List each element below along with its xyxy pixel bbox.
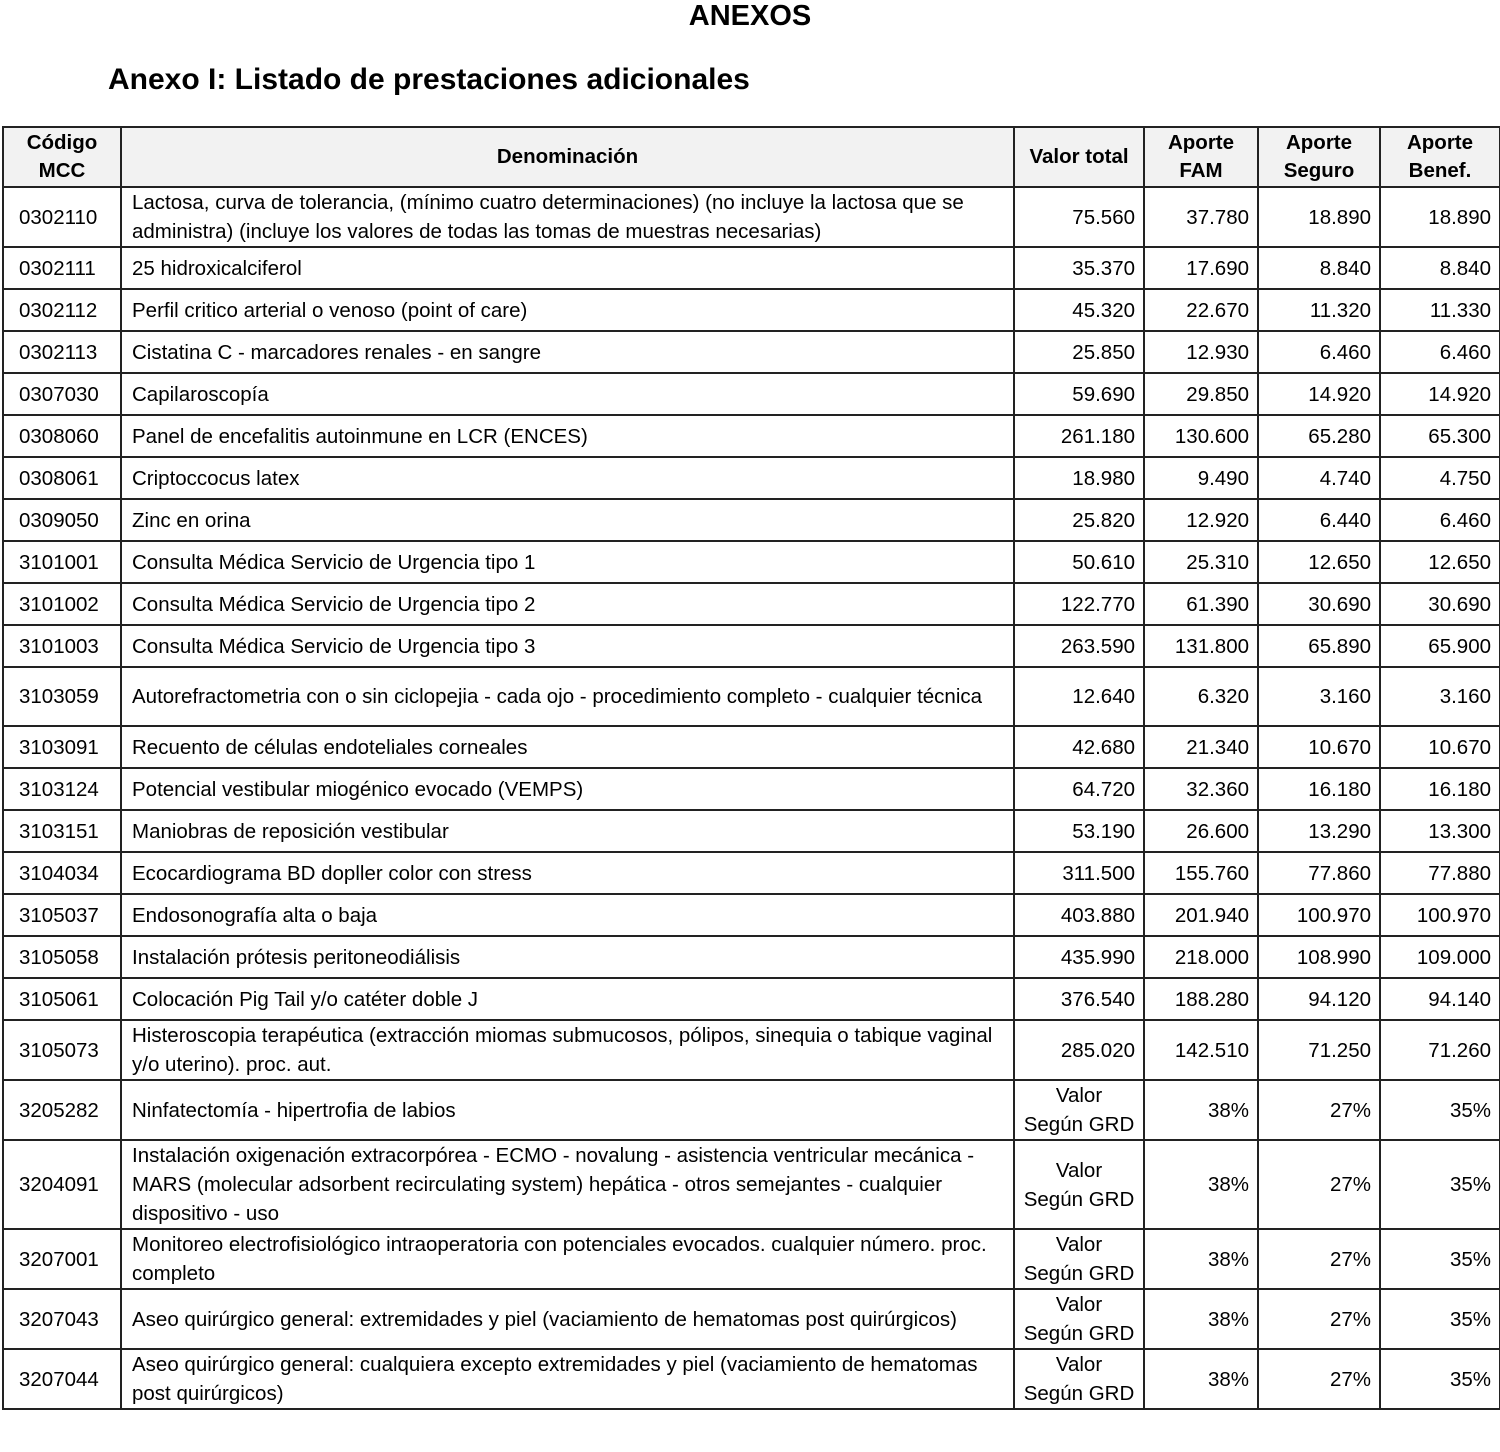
cell-fam: 6.320	[1144, 667, 1258, 726]
cell-seguro: 6.460	[1258, 331, 1380, 373]
cell-seguro: 3.160	[1258, 667, 1380, 726]
cell-benef: 4.750	[1380, 457, 1500, 499]
cell-benef: 35%	[1380, 1349, 1500, 1409]
cell-code: 3103124	[3, 768, 121, 810]
cell-code: 0308060	[3, 415, 121, 457]
table-row	[3, 810, 1500, 852]
table-row	[3, 331, 1500, 373]
cell-total: 285.020	[1014, 1020, 1144, 1080]
table-row	[3, 667, 1500, 726]
header-name: Denominación	[121, 127, 1014, 187]
cell-total: 18.980	[1014, 457, 1144, 499]
cell-code: 3207043	[3, 1289, 121, 1349]
cell-name: Perfil critico arterial o venoso (point of care)	[121, 289, 1014, 331]
cell-benef: 12.650	[1380, 541, 1500, 583]
cell-seguro: 16.180	[1258, 768, 1380, 810]
section-title: Anexo I: Listado de prestaciones adicionales	[108, 63, 750, 96]
cell-name: Recuento de células endoteliales corneales	[121, 726, 1014, 768]
table-row	[3, 499, 1500, 541]
table-row	[3, 247, 1500, 289]
cell-code: 3103151	[3, 810, 121, 852]
cell-benef: 35%	[1380, 1289, 1500, 1349]
cell-seguro: 27%	[1258, 1140, 1380, 1229]
header-total: Valor total	[1014, 127, 1144, 187]
cell-code: 3105073	[3, 1020, 121, 1080]
cell-seguro: 30.690	[1258, 583, 1380, 625]
cell-fam: 38%	[1144, 1229, 1258, 1289]
cell-benef: 71.260	[1380, 1020, 1500, 1080]
cell-fam: 21.340	[1144, 726, 1258, 768]
cell-seguro: 27%	[1258, 1080, 1380, 1140]
cell-fam: 188.280	[1144, 978, 1258, 1020]
cell-name: Ecocardiograma BD dopller color con stress	[121, 852, 1014, 894]
cell-name: Cistatina C - marcadores renales - en sangre	[121, 331, 1014, 373]
cell-code: 3207001	[3, 1229, 121, 1289]
cell-fam: 38%	[1144, 1080, 1258, 1140]
cell-seguro: 65.890	[1258, 625, 1380, 667]
cell-name: Autorefractometria con o sin ciclopejia - cada ojo - procedimiento completo - cualquier técnica	[121, 667, 1014, 726]
cell-total: 25.820	[1014, 499, 1144, 541]
cell-benef: 6.460	[1380, 331, 1500, 373]
cell-fam: 9.490	[1144, 457, 1258, 499]
cell-seguro: 12.650	[1258, 541, 1380, 583]
cell-total: 75.560	[1014, 187, 1144, 247]
cell-fam: 37.780	[1144, 187, 1258, 247]
cell-benef: 16.180	[1380, 768, 1500, 810]
cell-code: 3105058	[3, 936, 121, 978]
cell-fam: 131.800	[1144, 625, 1258, 667]
cell-name: Instalación oxigenación extracorpórea - ECMO - novalung - asistencia ventricular mecánica - MARS (molecular adsorbent recirculating system) hepática - otros semejantes - cualquier dispositivo - uso	[121, 1140, 1014, 1229]
cell-total: 45.320	[1014, 289, 1144, 331]
cell-code: 3101002	[3, 583, 121, 625]
cell-name: Maniobras de reposición vestibular	[121, 810, 1014, 852]
cell-benef: 8.840	[1380, 247, 1500, 289]
cell-code: 3101003	[3, 625, 121, 667]
cell-benef: 35%	[1380, 1229, 1500, 1289]
cell-fam: 26.600	[1144, 810, 1258, 852]
cell-code: 0302113	[3, 331, 121, 373]
cell-code: 3105037	[3, 894, 121, 936]
table-row	[3, 289, 1500, 331]
cell-total: 122.770	[1014, 583, 1144, 625]
table-row	[3, 1289, 1500, 1349]
cell-fam: 142.510	[1144, 1020, 1258, 1080]
cell-seguro: 13.290	[1258, 810, 1380, 852]
cell-benef: 6.460	[1380, 499, 1500, 541]
header-benef: Aporte Benef.	[1380, 127, 1500, 187]
cell-total: 263.590	[1014, 625, 1144, 667]
cell-benef: 109.000	[1380, 936, 1500, 978]
cell-benef: 94.140	[1380, 978, 1500, 1020]
header-seguro: Aporte Seguro	[1258, 127, 1380, 187]
table-row	[3, 978, 1500, 1020]
cell-code: 3103059	[3, 667, 121, 726]
cell-seguro: 6.440	[1258, 499, 1380, 541]
cell-code: 3105061	[3, 978, 121, 1020]
cell-fam: 29.850	[1144, 373, 1258, 415]
cell-total: Valor Según GRD	[1014, 1080, 1144, 1140]
cell-benef: 35%	[1380, 1140, 1500, 1229]
table-row	[3, 1080, 1500, 1140]
cell-benef: 100.970	[1380, 894, 1500, 936]
cell-code: 3204091	[3, 1140, 121, 1229]
cell-name: Consulta Médica Servicio de Urgencia tipo 3	[121, 625, 1014, 667]
cell-total: 403.880	[1014, 894, 1144, 936]
table-row	[3, 894, 1500, 936]
cell-fam: 17.690	[1144, 247, 1258, 289]
header-row	[3, 127, 1500, 187]
cell-fam: 25.310	[1144, 541, 1258, 583]
cell-total: 261.180	[1014, 415, 1144, 457]
cell-name: 25 hidroxicalciferol	[121, 247, 1014, 289]
cell-code: 3103091	[3, 726, 121, 768]
cell-seguro: 100.970	[1258, 894, 1380, 936]
cell-total: 53.190	[1014, 810, 1144, 852]
cell-name: Panel de encefalitis autoinmune en LCR (ENCES)	[121, 415, 1014, 457]
cell-name: Consulta Médica Servicio de Urgencia tipo 2	[121, 583, 1014, 625]
cell-total: Valor Según GRD	[1014, 1229, 1144, 1289]
cell-total: 59.690	[1014, 373, 1144, 415]
cell-name: Consulta Médica Servicio de Urgencia tipo 1	[121, 541, 1014, 583]
cell-benef: 18.890	[1380, 187, 1500, 247]
cell-benef: 65.900	[1380, 625, 1500, 667]
cell-fam: 38%	[1144, 1140, 1258, 1229]
cell-name: Aseo quirúrgico general: extremidades y piel (vaciamiento de hematomas post quirúrgicos)	[121, 1289, 1014, 1349]
cell-benef: 10.670	[1380, 726, 1500, 768]
cell-name: Aseo quirúrgico general: cualquiera excepto extremidades y piel (vaciamiento de hematomas post quirúrgicos)	[121, 1349, 1014, 1409]
cell-total: 311.500	[1014, 852, 1144, 894]
cell-total: 25.850	[1014, 331, 1144, 373]
table-row	[3, 726, 1500, 768]
cell-seguro: 10.670	[1258, 726, 1380, 768]
cell-benef: 35%	[1380, 1080, 1500, 1140]
table-row	[3, 1349, 1500, 1409]
cell-code: 0302112	[3, 289, 121, 331]
cell-name: Zinc en orina	[121, 499, 1014, 541]
cell-code: 0302111	[3, 247, 121, 289]
table-row	[3, 1229, 1500, 1289]
cell-seguro: 8.840	[1258, 247, 1380, 289]
cell-code: 3104034	[3, 852, 121, 894]
cell-total: 35.370	[1014, 247, 1144, 289]
cell-code: 3205282	[3, 1080, 121, 1140]
header-fam: Aporte FAM	[1144, 127, 1258, 187]
cell-seguro: 4.740	[1258, 457, 1380, 499]
cell-fam: 218.000	[1144, 936, 1258, 978]
cell-total: 50.610	[1014, 541, 1144, 583]
table-header	[3, 127, 1500, 187]
cell-code: 0307030	[3, 373, 121, 415]
cell-seguro: 27%	[1258, 1229, 1380, 1289]
cell-name: Colocación Pig Tail y/o catéter doble J	[121, 978, 1014, 1020]
cell-fam: 38%	[1144, 1349, 1258, 1409]
table-row	[3, 415, 1500, 457]
table-row	[3, 1140, 1500, 1229]
table-row	[3, 852, 1500, 894]
cell-code: 0302110	[3, 187, 121, 247]
table-row	[3, 373, 1500, 415]
table-row	[3, 625, 1500, 667]
cell-seguro: 77.860	[1258, 852, 1380, 894]
cell-name: Histeroscopia terapéutica (extracción miomas submucosos, pólipos, sinequia o tabique vaginal y/o uterino). proc. aut.	[121, 1020, 1014, 1080]
cell-total: 42.680	[1014, 726, 1144, 768]
cell-benef: 65.300	[1380, 415, 1500, 457]
table-row	[3, 457, 1500, 499]
cell-benef: 11.330	[1380, 289, 1500, 331]
cell-benef: 14.920	[1380, 373, 1500, 415]
cell-name: Criptoccocus latex	[121, 457, 1014, 499]
cell-seguro: 65.280	[1258, 415, 1380, 457]
cell-total: Valor Según GRD	[1014, 1289, 1144, 1349]
table-row	[3, 1020, 1500, 1080]
cell-benef: 30.690	[1380, 583, 1500, 625]
cell-seguro: 18.890	[1258, 187, 1380, 247]
table-body	[3, 187, 1500, 1409]
prestaciones-table	[2, 126, 1500, 1410]
cell-benef: 13.300	[1380, 810, 1500, 852]
cell-total: 376.540	[1014, 978, 1144, 1020]
cell-seguro: 14.920	[1258, 373, 1380, 415]
cell-benef: 3.160	[1380, 667, 1500, 726]
cell-seguro: 71.250	[1258, 1020, 1380, 1080]
cell-name: Potencial vestibular miogénico evocado (VEMPS)	[121, 768, 1014, 810]
cell-code: 3101001	[3, 541, 121, 583]
table-row	[3, 936, 1500, 978]
cell-fam: 12.920	[1144, 499, 1258, 541]
cell-name: Lactosa, curva de tolerancia, (mínimo cuatro determinaciones) (no incluye la lactosa que se administra) (incluye los valores de todas las tomas de muestras necesarias)	[121, 187, 1014, 247]
table-row	[3, 583, 1500, 625]
cell-name: Instalación prótesis peritoneodiálisis	[121, 936, 1014, 978]
document-title: ANEXOS	[688, 0, 812, 32]
cell-fam: 155.760	[1144, 852, 1258, 894]
cell-seguro: 108.990	[1258, 936, 1380, 978]
table-row	[3, 187, 1500, 247]
cell-seguro: 11.320	[1258, 289, 1380, 331]
cell-name: Endosonografía alta o baja	[121, 894, 1014, 936]
cell-name: Ninfatectomía - hipertrofia de labios	[121, 1080, 1014, 1140]
cell-fam: 12.930	[1144, 331, 1258, 373]
cell-total: 12.640	[1014, 667, 1144, 726]
cell-fam: 61.390	[1144, 583, 1258, 625]
cell-fam: 32.360	[1144, 768, 1258, 810]
cell-fam: 22.670	[1144, 289, 1258, 331]
cell-name: Monitoreo electrofisiológico intraoperatoria con potenciales evocados. cualquier número. proc. completo	[121, 1229, 1014, 1289]
cell-total: 435.990	[1014, 936, 1144, 978]
cell-benef: 77.880	[1380, 852, 1500, 894]
cell-seguro: 94.120	[1258, 978, 1380, 1020]
table-row	[3, 768, 1500, 810]
cell-total: Valor Según GRD	[1014, 1349, 1144, 1409]
cell-total: Valor Según GRD	[1014, 1140, 1144, 1229]
cell-name: Capilaroscopía	[121, 373, 1014, 415]
cell-fam: 38%	[1144, 1289, 1258, 1349]
header-code: Código MCC	[3, 127, 121, 187]
cell-fam: 130.600	[1144, 415, 1258, 457]
cell-code: 0309050	[3, 499, 121, 541]
cell-fam: 201.940	[1144, 894, 1258, 936]
cell-seguro: 27%	[1258, 1289, 1380, 1349]
cell-code: 3207044	[3, 1349, 121, 1409]
cell-seguro: 27%	[1258, 1349, 1380, 1409]
cell-total: 64.720	[1014, 768, 1144, 810]
table-row	[3, 541, 1500, 583]
cell-code: 0308061	[3, 457, 121, 499]
